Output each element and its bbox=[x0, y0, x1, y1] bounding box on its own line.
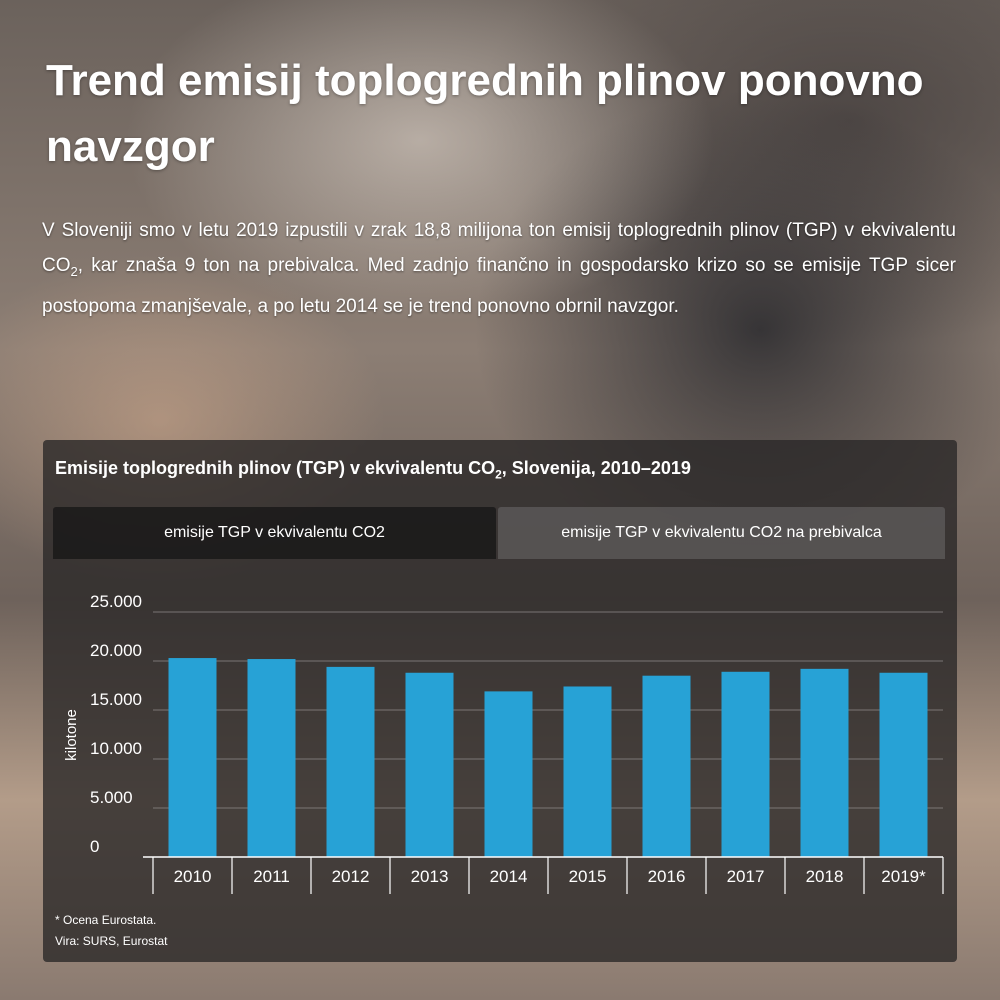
page-title bbox=[46, 48, 946, 180]
tab-emissions-total-label: emisije TGP v ekvivalentu CO2 bbox=[164, 524, 385, 541]
x-tick-label: 2011 bbox=[253, 867, 290, 886]
y-tick-label: 25.000 bbox=[90, 592, 142, 611]
chart-panel bbox=[43, 440, 957, 962]
tab-emissions-per-capita-label: emisije TGP v ekvivalentu CO2 na prebivalca bbox=[561, 524, 882, 541]
bar-2019 bbox=[880, 673, 928, 857]
bar-2018 bbox=[801, 669, 849, 857]
footnote-source: Vira: SURS, Eurostat bbox=[55, 934, 168, 948]
chart-title-text-2: , Slovenija, 2010–2019 bbox=[501, 458, 691, 478]
bar-2015 bbox=[564, 686, 612, 857]
bar-2017 bbox=[722, 672, 770, 857]
page-title-line-1: Trend emisij toplogrednih plinov ponovno bbox=[46, 56, 924, 105]
x-tick-label: 2018 bbox=[805, 867, 844, 886]
y-tick-label: 10.000 bbox=[90, 739, 142, 758]
bar-2011 bbox=[248, 659, 296, 857]
bar-chart bbox=[43, 440, 957, 962]
y-tick-label: 0 bbox=[90, 837, 100, 856]
x-tick-label: 2017 bbox=[726, 867, 765, 886]
bar-2013 bbox=[406, 673, 454, 857]
x-tick-label: 2016 bbox=[647, 867, 686, 886]
bar-2010 bbox=[169, 658, 217, 857]
y-tick-label: 20.000 bbox=[90, 641, 142, 660]
x-tick-label: 2015 bbox=[568, 867, 607, 886]
y-tick-label: 15.000 bbox=[90, 690, 142, 709]
x-tick-label: 2013 bbox=[410, 867, 449, 886]
y-tick-label: 5.000 bbox=[90, 788, 133, 807]
intro-paragraph bbox=[42, 213, 956, 324]
intro-text-1: V Sloveniji smo v letu 2019 izpustili v zrak 18,8 milijona ton emisij toplogrednih plinov (TGP) v ekvivalentu CO bbox=[42, 220, 956, 276]
page-title-line-2: navzgor bbox=[46, 122, 215, 171]
bar-2016 bbox=[643, 676, 691, 857]
y-axis-title: kilotone bbox=[63, 709, 80, 761]
x-tick-label: 2014 bbox=[489, 867, 528, 886]
bar-2012 bbox=[327, 667, 375, 857]
x-tick-label: 2019* bbox=[881, 867, 926, 886]
chart-title-text-1: Emisije toplogrednih plinov (TGP) v ekvivalentu CO bbox=[55, 458, 496, 478]
chart-title-subscript: 2 bbox=[495, 467, 502, 482]
intro-text-2: , kar znaša 9 ton na prebivalca. Med zadnjo finančno in gospodarsko krizo so se emisije TGP sicer postopoma zmanjševale, a po letu 2014 se je trend ponovno obrnil navzgor. bbox=[42, 255, 956, 317]
intro-subscript: 2 bbox=[70, 263, 78, 279]
x-tick-label: 2012 bbox=[331, 867, 370, 886]
x-tick-label: 2010 bbox=[173, 867, 212, 886]
footnote-estimate: * Ocena Eurostata. bbox=[55, 913, 157, 927]
bar-2014 bbox=[485, 691, 533, 857]
